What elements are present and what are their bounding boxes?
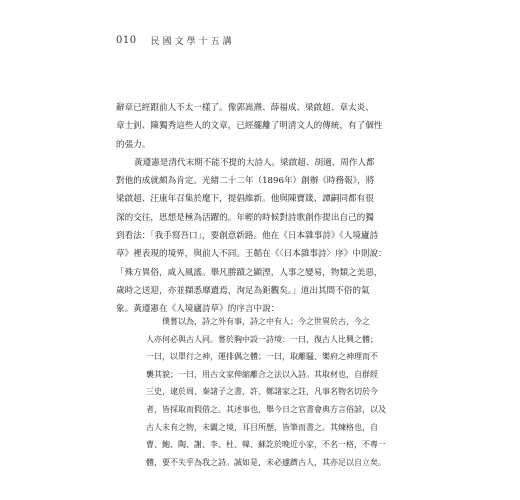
text-line: 「殊方異俗，咸入風謠。舉凡勝蹟之顯湮，人事之變易，物類之美惡， [116, 267, 383, 278]
page-number: 010 [116, 34, 137, 46]
paragraph [116, 99, 412, 154]
text-line: 對他的成就頗為肯定。光緒二十二年（1896年）創辦《時務報》，將 [116, 176, 375, 187]
quote-line: 人亦何必與古人同。嘗於胸中設一詩境：一曰，復古人比興之體； [146, 334, 378, 344]
running-title: 民國文學十五講 [150, 36, 235, 47]
quote-line: 僕嘗以為，詩之外有事，詩之中有人；今之世異於古，今之 [162, 317, 370, 326]
text-line: 草》裡表現的境界，與前人不同。王韜在《〈日本雜事詩〉序》中則說： [116, 249, 387, 260]
quote-line: 體，要不失乎為我之詩。誠如是，未必遽躋古人，其亦足以自立矣。 [146, 457, 386, 467]
text-line: 深的交往，思想是極為活躍的。年輕的時候對詩歌創作提出自己的獨 [116, 212, 374, 223]
quote-line: 一曰，以單行之神，運排偶之體；一曰，取離騷、樂府之神理而不 [146, 352, 378, 362]
quote-line: 古人未有之物，未闢之境，耳目所歷，皆筆而書之。其煉格也，自 [146, 422, 378, 432]
text-line: 到看法：「我手寫吾口」，要創意新路。他在《日本雜事詩》《人境廬詩 [116, 231, 379, 242]
body-text [116, 99, 412, 319]
page-header [116, 32, 235, 48]
quote-line: 者，皆採取而假借之。其述事也，舉今日之官書會典方言俗諺，以及 [146, 404, 386, 414]
text-line: 的張力。 [116, 139, 151, 150]
text-line: 章士釗、陳獨秀這些人的文章，已經擺離了明清文人的傳統，有了個性 [116, 121, 383, 132]
text-line: 象。黃遵憲在《人境廬詩草》的序言中說： [116, 304, 280, 315]
text-line: 梁啟超、汪康年召集於麾下，提倡維新。他與陳寶箴、譚嗣同都有很 [116, 194, 374, 205]
quote-line: 襲其貌；一曰，用古文家伸縮離合之法以入詩。其取材也，自群經 [146, 369, 378, 379]
text-line: 歲時之送迎，亦並擷悉靡遺焉，洵足為鉅觀矣。」道出其間不俗的氣 [116, 285, 370, 296]
quote-line: 三史，逮於周、秦諸子之書，許、鄭諸家之註，凡事名物名切於今 [146, 387, 378, 397]
text-line: 黃遵憲是清代末期不能不提的大詩人。梁啟超、胡適、周作人都 [134, 157, 375, 168]
paragraph [116, 154, 412, 319]
quote-line: 曹、鮑、陶、謝、李、杜、韓、蘇訖於晚近小家，不名一格，不專一 [146, 440, 386, 450]
block-quote [146, 313, 404, 471]
text-line: 辭章已經跟前人不太一樣了。像郭嵩燾、薛福成、梁啟超、章太炎、 [116, 103, 374, 113]
